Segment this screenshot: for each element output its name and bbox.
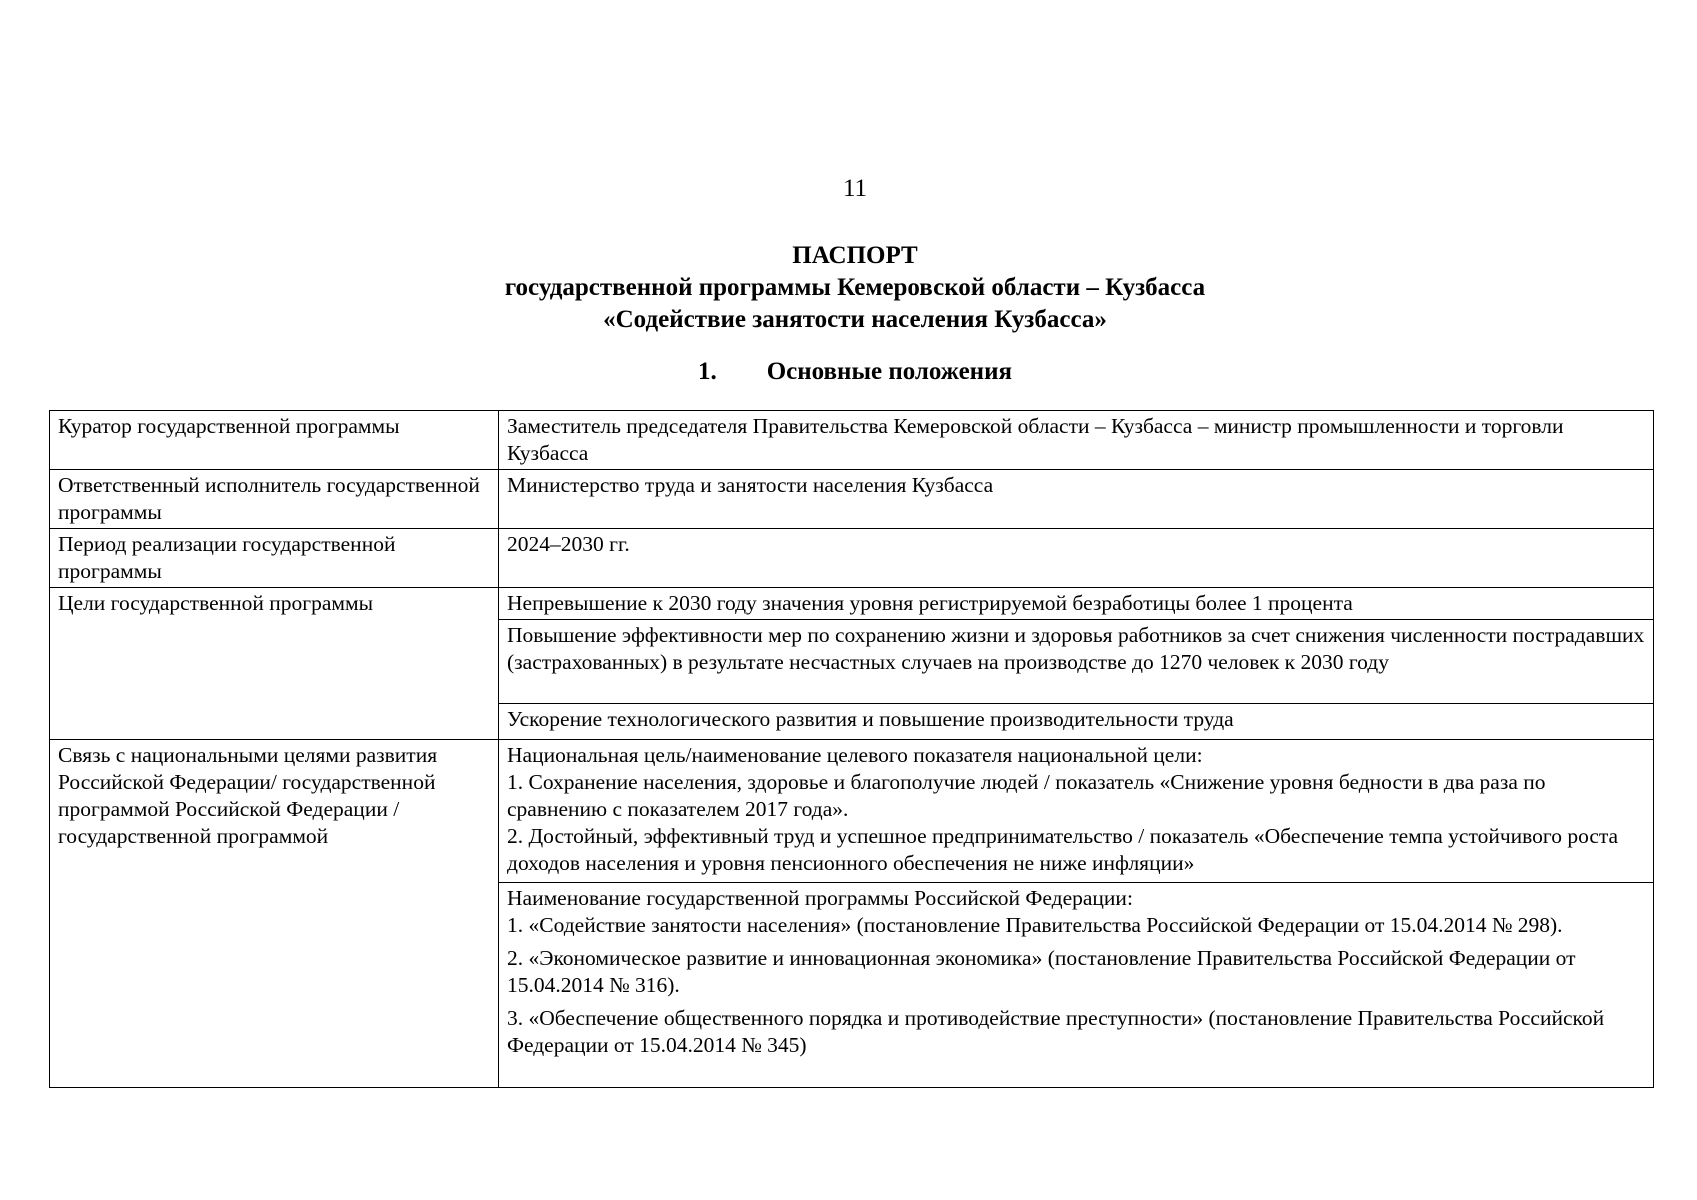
executor-value: Министерство труда и занятости населения Кузбасса: [499, 470, 1654, 529]
goal-item: Непревышение к 2030 году значения уровня регистрируемой безработицы более 1 процента: [499, 588, 1654, 620]
page-number: 11: [842, 175, 868, 202]
national-goals-header: Национальная цель/наименование целевого показателя национальной цели:: [507, 743, 1203, 767]
executor-label: Ответственный исполнитель государственной программы: [50, 470, 499, 529]
federal-programs-header: Наименование государственной программы Российской Федерации:: [507, 886, 1133, 910]
curator-label: Куратор государственной программы: [50, 411, 499, 470]
title-line-3: «Содействие занятости населения Кузбасса»: [603, 306, 1107, 333]
section-number: 1.: [697, 358, 717, 385]
period-value: 2024–2030 гг.: [499, 529, 1654, 588]
passport-table: [49, 410, 1654, 1088]
goal-item: Ускорение технологического развития и повышение производительности труда: [499, 704, 1654, 740]
period-label: Период реализации государственной программы: [50, 529, 499, 588]
curator-value: Заместитель председателя Правительства Кемеровской области – Кузбасса – министр промышленности и торговли Кузбасса: [499, 411, 1654, 470]
table-row: [50, 529, 1654, 588]
table-row: [50, 740, 1654, 883]
federal-program-item: 1. «Содействие занятости населения» (постановление Правительства Российской Федерации от 15.04.2014 № 298).: [507, 913, 1563, 937]
table-row: [50, 411, 1654, 470]
federal-programs-cell: [499, 883, 1654, 1088]
national-goal-item: 1. Сохранение населения, здоровье и благополучие людей / показатель «Снижение уровня бедности в два раза по сравнению с показателем 2017 года».: [507, 770, 1546, 821]
national-goals-cell: [499, 740, 1654, 883]
federal-program-item: 2. «Экономическое развитие и инновационная экономика» (постановление Правительства Российской Федерации от 15.04.2014 № 316).: [507, 946, 1576, 997]
national-link-label: Связь с национальными целями развития Российской Федерации/ государственной программой Российской Федерации / государственной программой: [50, 740, 499, 1088]
section-heading: [0, 356, 1697, 388]
table-row: [50, 588, 1654, 620]
title-line-1: ПАСПОРТ: [792, 242, 918, 269]
goal-item: Повышение эффективности мер по сохранению жизни и здоровья работников за счет снижения численности пострадавших (застрахованных) в результате несчастных случаев на производстве до 1270 человек к 2030 году: [499, 620, 1654, 704]
table-row: [50, 470, 1654, 529]
title-line-2: государственной программы Кемеровской области – Кузбасса: [504, 274, 1206, 301]
national-goal-item: 2. Достойный, эффективный труд и успешное предпринимательство / показатель «Обеспечение темпа устойчивого роста доходов населения и уровня пенсионного обеспечения не ниже инфляции»: [507, 824, 1619, 875]
goals-label: Цели государственной программы: [50, 588, 499, 740]
federal-program-item: 3. «Обеспечение общественного порядка и противодействие преступности» (постановление Правительства Российской Федерации от 15.04.2014 № 345): [507, 1006, 1605, 1057]
document-title: [0, 240, 1697, 336]
section-title: Основные положения: [766, 358, 1013, 385]
